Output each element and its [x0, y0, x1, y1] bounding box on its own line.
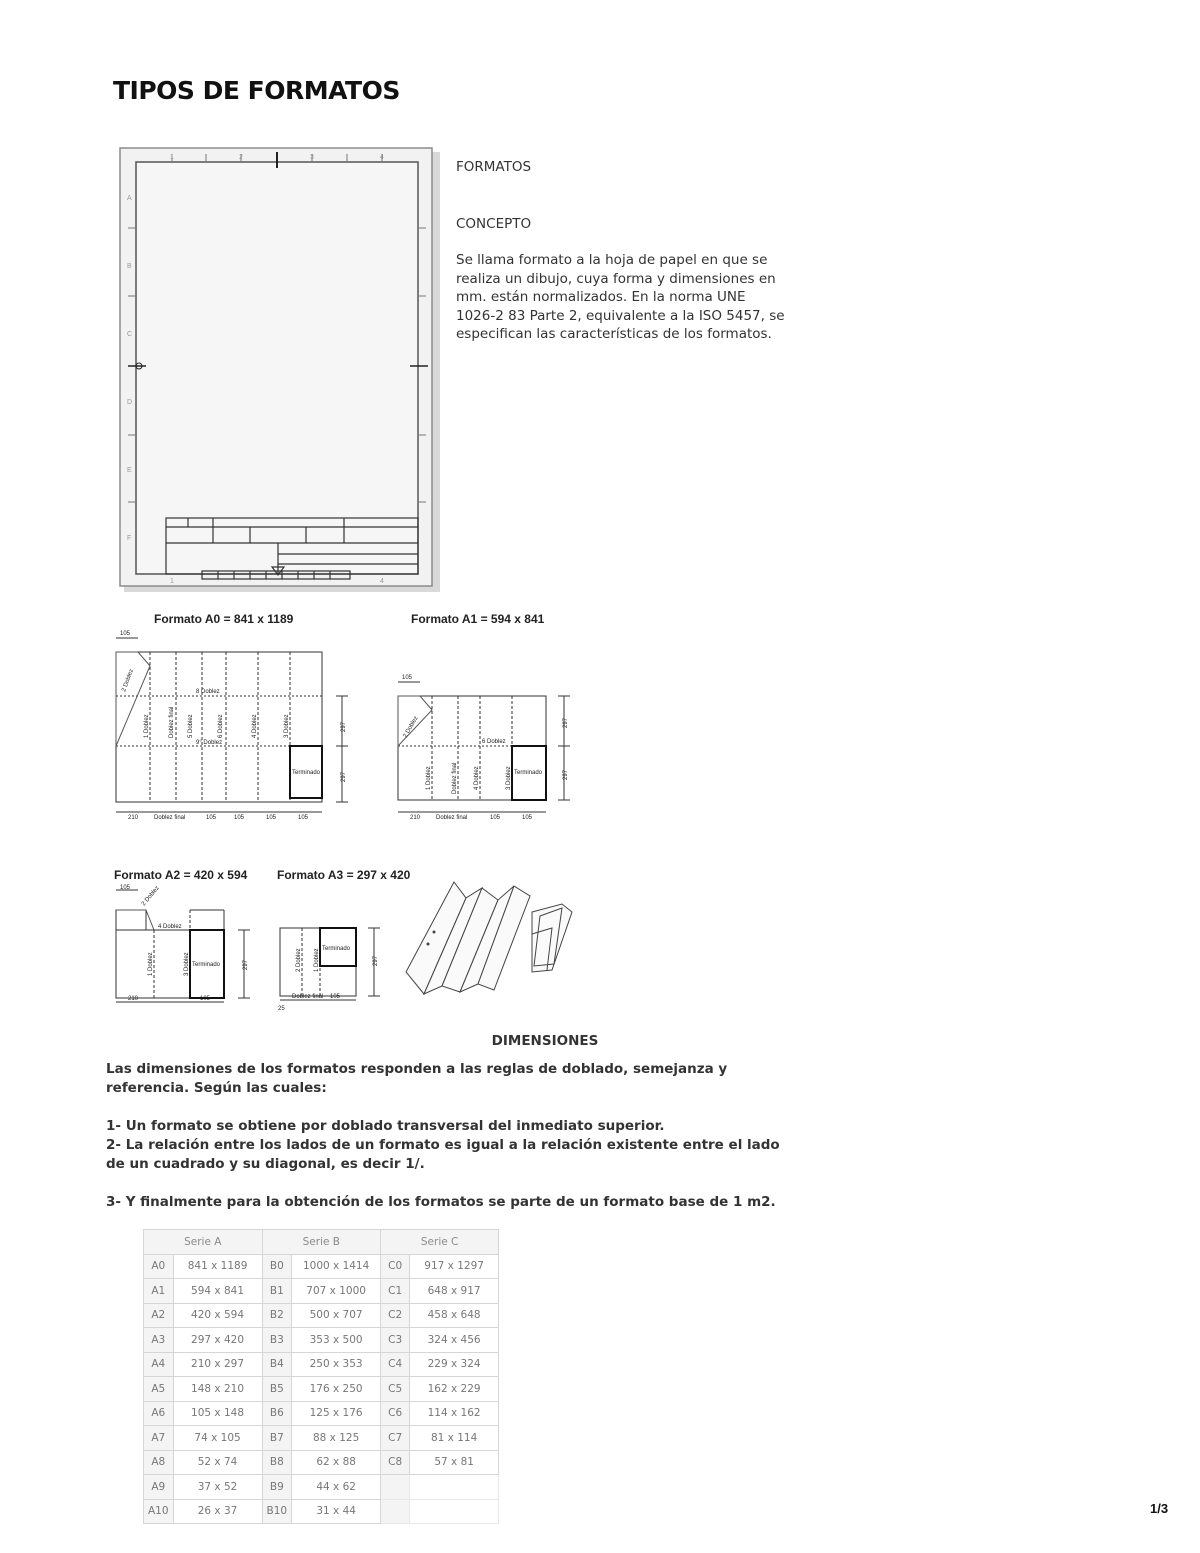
formatos-heading: FORMATOS [456, 159, 532, 175]
dimensions-intro: Las dimensiones de los formatos responden a las reglas de doblado, semejanza y referencia. Según las cuales: [106, 1061, 728, 1096]
format-size-cell: 162 x 229 [410, 1377, 499, 1402]
format-size-cell: 114 x 162 [410, 1401, 499, 1426]
a1-fold-label: 6 Doblez [482, 739, 506, 745]
a0-top-dimension: 105 [120, 631, 131, 637]
format-size-cell [410, 1475, 499, 1500]
a1-bottom-dimension: Doblez final [436, 815, 468, 821]
a1-figure-label: Formato A1 = 594 x 841 [411, 612, 545, 626]
format-size-cell: 707 x 1000 [292, 1279, 381, 1304]
a0-bottom-dimension: 105 [266, 815, 277, 821]
a3-fold-label: 1 Doblez [314, 948, 320, 972]
a2-bottom-dimension: 210 [128, 996, 139, 1002]
dimensions-rule-1: 1- Un formato se obtiene por doblado transversal del inmediato superior. [106, 1118, 665, 1134]
a3-fold-label: 2 Doblez [296, 948, 302, 972]
format-code-cell: A10 [144, 1499, 174, 1524]
a2-fold-label: 3 Doblez [184, 952, 190, 976]
sheet-top-number: 1 [170, 154, 174, 161]
format-size-cell: 841 x 1189 [173, 1254, 262, 1279]
a1-fold-label: 4 Doblez [474, 766, 480, 790]
format-code-cell: B3 [262, 1328, 292, 1353]
a3-bottom-dimension: 25 [278, 1006, 285, 1012]
format-size-cell: 250 x 353 [292, 1352, 381, 1377]
format-code-cell: A9 [144, 1475, 174, 1500]
drawing-sheet-figure [118, 146, 440, 592]
a3-bottom-dimension: 105 [330, 994, 341, 1000]
format-size-cell: 648 x 917 [410, 1279, 499, 1304]
format-code-cell: A8 [144, 1450, 174, 1475]
serie-a-header: Serie A [144, 1230, 263, 1255]
dimensions-text [106, 1060, 786, 1212]
format-code-cell: C4 [381, 1352, 410, 1377]
a0-fold-label: 5 Doblez [188, 714, 194, 738]
a0-right-dimension: 297 [341, 771, 347, 782]
sheet-left-letter: B [127, 263, 132, 270]
format-size-cell: 74 x 105 [173, 1426, 262, 1451]
format-size-cell: 176 x 250 [292, 1377, 381, 1402]
format-code-cell: C8 [381, 1450, 410, 1475]
sheet-left-letter: A [127, 195, 132, 202]
a2-figure-label: Formato A2 = 420 x 594 [114, 868, 248, 882]
format-size-cell: 1000 x 1414 [292, 1254, 381, 1279]
a1-right-dimension: 297 [563, 717, 569, 728]
format-code-cell: C7 [381, 1426, 410, 1451]
format-code-cell: C2 [381, 1303, 410, 1328]
format-size-cell: 44 x 62 [292, 1475, 381, 1500]
format-code-cell: B0 [262, 1254, 292, 1279]
a1-fold-label: Doblez final [452, 762, 458, 794]
format-code-cell: B2 [262, 1303, 292, 1328]
format-size-cell: 324 x 456 [410, 1328, 499, 1353]
format-size-cell: 57 x 81 [410, 1450, 499, 1475]
format-size-cell: 105 x 148 [173, 1401, 262, 1426]
a3-right-dimension: 297 [373, 955, 379, 966]
a0-fold-label: Doblez final [169, 706, 175, 738]
format-code-cell: B9 [262, 1475, 292, 1500]
format-size-cell: 594 x 841 [173, 1279, 262, 1304]
serie-c-header: Serie C [381, 1230, 499, 1255]
dimensions-heading: DIMENSIONES [491, 1033, 599, 1049]
format-size-cell: 500 x 707 [292, 1303, 381, 1328]
format-size-cell: 297 x 420 [173, 1328, 262, 1353]
format-code-cell: A3 [144, 1328, 174, 1353]
table-header-row [144, 1230, 499, 1255]
format-code-cell: A6 [144, 1401, 174, 1426]
a2-top-dimension: 105 [120, 885, 131, 891]
a2-folding-diagram [110, 884, 260, 1010]
a0-fold-label: 2 Doblez [121, 668, 135, 693]
format-size-cell: 52 x 74 [173, 1450, 262, 1475]
a2-bottom-dimension: 105 [200, 996, 211, 1002]
a2-fold-label: 4 Doblez [158, 924, 182, 930]
table-row [144, 1303, 499, 1328]
format-size-cell: 88 x 125 [292, 1426, 381, 1451]
a1-bottom-dimension: 105 [490, 815, 501, 821]
page-title: TIPOS DE FORMATOS [113, 76, 400, 105]
format-size-cell: 31 x 44 [292, 1499, 381, 1524]
sheet-left-letter: C [127, 331, 133, 338]
format-size-cell: 148 x 210 [173, 1377, 262, 1402]
a2-finished-label: Terminado [192, 962, 221, 968]
format-code-cell: B6 [262, 1401, 292, 1426]
table-row [144, 1279, 499, 1304]
folded-paper-illustration [402, 872, 577, 1006]
format-code-cell: B5 [262, 1377, 292, 1402]
format-code-cell: B8 [262, 1450, 292, 1475]
sheet-top-number: 3 [310, 154, 314, 161]
sheet-left-letter: E [127, 467, 132, 474]
table-row [144, 1450, 499, 1475]
format-code-cell: A2 [144, 1303, 174, 1328]
sheet-bottom-number: 4 [380, 578, 384, 585]
format-size-cell: 420 x 594 [173, 1303, 262, 1328]
a3-folding-diagram [274, 922, 394, 1016]
format-sizes-table [143, 1229, 499, 1524]
a0-fold-label: 1 Doblez [144, 714, 150, 738]
table-row [144, 1475, 499, 1500]
a2-right-dimension: 297 [243, 959, 249, 970]
a0-fold-label: 4 Doblez [252, 714, 258, 738]
format-size-cell [410, 1499, 499, 1524]
dimensions-rule-2: 2- La relación entre los lados de un formato es igual a la relación existente entre el lado de un cuadrado y su diagonal, es decir 1/. [106, 1137, 780, 1172]
a1-folding-diagram [392, 670, 582, 826]
format-code-cell: B10 [262, 1499, 292, 1524]
dimensions-rule-3: 3- Y finalmente para la obtención de los formatos se parte de un formato base de 1 m2. [106, 1194, 776, 1210]
format-code-cell: A0 [144, 1254, 174, 1279]
format-code-cell: A4 [144, 1352, 174, 1377]
table-row [144, 1328, 499, 1353]
a0-finished-label: Terminado [292, 770, 321, 776]
format-size-cell: 917 x 1297 [410, 1254, 499, 1279]
format-size-cell: 229 x 324 [410, 1352, 499, 1377]
a0-folding-diagram [108, 626, 358, 826]
a2-fold-label: 2 Doblez [140, 885, 161, 908]
a3-figure-label: Formato A3 = 297 x 420 [277, 868, 411, 882]
page-number: 1/3 [1150, 1501, 1169, 1516]
a1-bottom-dimension: 105 [522, 815, 533, 821]
table-row [144, 1254, 499, 1279]
format-code-cell: C5 [381, 1377, 410, 1402]
serie-b-header: Serie B [262, 1230, 381, 1255]
format-size-cell: 353 x 500 [292, 1328, 381, 1353]
a1-top-dimension: 105 [402, 675, 413, 681]
format-code-cell: A1 [144, 1279, 174, 1304]
a0-fold-label: 6 Doblez [218, 714, 224, 738]
a3-bottom-dimension: Doblez final [292, 994, 324, 1000]
concept-section [456, 158, 786, 344]
a0-fold-label: 3 Doblez [284, 714, 290, 738]
a0-bottom-dimension: 105 [206, 815, 217, 821]
a1-fold-label: 2 Doblez [402, 715, 420, 739]
table-row [144, 1377, 499, 1402]
table-row [144, 1426, 499, 1451]
a0-fold-label: 9° Doblez [196, 740, 223, 746]
sheet-left-letter: D [127, 399, 133, 406]
sheet-top-number: 4 [380, 154, 384, 161]
sheet-bottom-number: 1 [170, 578, 174, 585]
concept-paragraph: Se llama formato a la hoja de papel en que se realiza un dibujo, cuya forma y dimensiones en mm. están normalizados. En la norma UNE 1026-2 83 Parte 2, equivalente a la ISO 5457, se especifican las características de los formatos. [456, 252, 785, 342]
format-code-cell [381, 1475, 410, 1500]
sheet-left-letter: F [127, 535, 132, 542]
a1-right-dimension: 297 [563, 769, 569, 780]
format-code-cell: A5 [144, 1377, 174, 1402]
a1-fold-label: 3 Doblez [506, 766, 512, 790]
format-code-cell: B1 [262, 1279, 292, 1304]
format-code-cell [381, 1499, 410, 1524]
table-row [144, 1401, 499, 1426]
a2-fold-label: 1 Doblez [148, 952, 154, 976]
format-size-cell: 210 x 297 [173, 1352, 262, 1377]
concepto-heading: CONCEPTO [456, 215, 532, 232]
format-code-cell: B7 [262, 1426, 292, 1451]
format-size-cell: 458 x 648 [410, 1303, 499, 1328]
a0-bottom-dimension: 210 [128, 815, 139, 821]
a1-finished-label: Terminado [514, 770, 543, 776]
a0-fold-label: 8 Doblez [196, 689, 220, 695]
a0-right-dimension: 297 [341, 721, 347, 732]
format-code-cell: C6 [381, 1401, 410, 1426]
format-code-cell: A7 [144, 1426, 174, 1451]
format-code-cell: B4 [262, 1352, 292, 1377]
a0-bottom-dimension: 105 [234, 815, 245, 821]
a0-bottom-dimension: 105 [298, 815, 309, 821]
format-size-cell: 37 x 52 [173, 1475, 262, 1500]
format-size-cell: 81 x 114 [410, 1426, 499, 1451]
a0-bottom-dimension: Doblez final [154, 815, 186, 821]
a0-figure-label: Formato A0 = 841 x 1189 [154, 612, 294, 626]
a3-finished-label: Terminado [322, 946, 351, 952]
format-size-cell: 62 x 88 [292, 1450, 381, 1475]
sheet-top-number: 2 [239, 154, 243, 161]
a1-fold-label: 1 Doblez [426, 766, 432, 790]
format-size-cell: 125 x 176 [292, 1401, 381, 1426]
format-code-cell: C3 [381, 1328, 410, 1353]
format-code-cell: C0 [381, 1254, 410, 1279]
format-size-cell: 26 x 37 [173, 1499, 262, 1524]
a1-bottom-dimension: 210 [410, 815, 421, 821]
table-row [144, 1499, 499, 1524]
format-code-cell: C1 [381, 1279, 410, 1304]
table-row [144, 1352, 499, 1377]
